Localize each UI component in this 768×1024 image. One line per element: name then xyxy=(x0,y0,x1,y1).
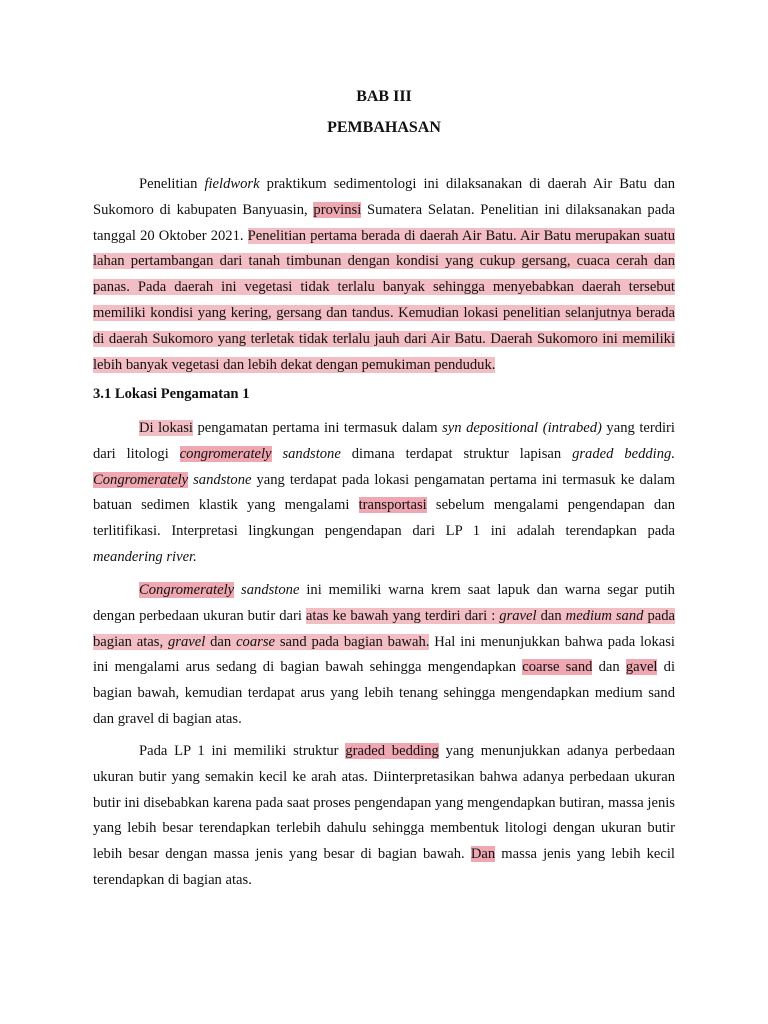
highlight-annotation[interactable]: Di lokasi xyxy=(139,420,193,436)
structure-paragraph xyxy=(93,739,675,894)
highlight-annotation[interactable]: congromerately xyxy=(179,445,272,462)
italic-term: graded bedding. xyxy=(572,445,675,462)
text-span: yang terdapat pada lokasi pengamatan pertama ini termasuk ke dalam batuan sedimen klastik yang mengalami xyxy=(93,471,675,514)
intro-paragraph xyxy=(93,172,675,378)
italic-term: syn depositional (intrabed) xyxy=(442,420,602,436)
highlight-annotation[interactable]: gavel xyxy=(625,659,658,676)
chapter-title: PEMBAHASAN xyxy=(327,119,441,136)
italic-term: sandstone xyxy=(282,445,341,462)
highlight-annotation[interactable]: Penelitian pertama berada di daerah Air Batu. Air Batu merupakan suatu lahan pertambangan dari tanah timbunan dengan kondisi yang cukup gersang, cuaca cerah dan panas. Pada daerah ini vegetasi tidak terlalu banyak sehingga menyebabkan daerah tersebut memiliki kondisi yang kering, gersang dan tandus. Kemudian lokasi penelitian selanjutnya berada di daerah Sukomoro yang terletak tidak terlalu jauh dari Air Batu. Daerah Sukomoro ini memiliki lebih banyak vegetasi dan lebih dekat dengan pemukiman penduduk. xyxy=(93,227,675,373)
highlight-annotation[interactable]: Congromerately xyxy=(139,582,235,598)
text-span: Sumatera Selatan. Penelitian ini dilaksanakan pada tanggal 20 Oktober 2021. xyxy=(93,201,675,244)
text-span: dan xyxy=(536,607,566,624)
highlight-annotation[interactable]: provinsi xyxy=(313,201,362,218)
highlight-annotation[interactable]: transportasi xyxy=(358,497,427,514)
highlight-annotation[interactable]: Congromerately xyxy=(93,471,189,488)
text-span: di bagian bawah, kemudian terdapat arus yang lebih tenang sehingga mengendapkan medium sand dan gravel di bagian atas. xyxy=(93,659,676,727)
chapter-number: BAB III xyxy=(356,88,412,105)
text-span: praktikum sedimentologi ini dilaksanakan di daerah Air Batu dan Sukomoro di kabupaten Banyuasin, xyxy=(93,176,675,218)
text-span xyxy=(234,582,241,598)
text-span xyxy=(272,446,283,462)
italic-term: gravel xyxy=(167,633,206,650)
text-span: ini memiliki warna krem saat lapuk dan warna segar putih dengan perbedaan ukuran butir dari xyxy=(93,582,675,624)
highlight-annotation[interactable]: coarse sand xyxy=(522,659,593,676)
lithology-paragraph xyxy=(93,416,675,571)
italic-term: gravel xyxy=(499,607,537,624)
text-span: sebelum mengalami pengendapan dan terlitifikasi. Interpretasi lingkungan pengendapan dari LP 1 ini adalah terendapkan pada xyxy=(93,497,675,540)
text-span: dan xyxy=(592,659,626,676)
text-span: massa jenis yang lebih kecil terendapkan di bagian atas. xyxy=(93,846,675,888)
text-span: yang terdiri dari litologi xyxy=(93,420,675,462)
grain-size-paragraph xyxy=(93,578,675,733)
text-span: pengamatan pertama ini termasuk dalam xyxy=(192,420,443,436)
italic-term: meandering river. xyxy=(93,548,197,565)
italic-term: fieldwork xyxy=(204,176,260,192)
text-span: pada bagian atas, xyxy=(93,607,675,650)
italic-term: medium sand xyxy=(565,607,644,624)
italic-term: coarse xyxy=(236,633,275,650)
text-span: yang menunjukkan adanya perbedaan ukuran butir yang semakin kecil ke arah atas. Diinterpretasikan bahwa adanya perbedaan ukuran butir ini disebabkan karena pada saat proses pengendapan yang mengendapkan butiran, massa jenis yang lebih besar terendapkan terlebih dahulu sehingga membentuk litologi dengan ukuran butir lebih besar dengan massa jenis yang besar di bagian bawah. xyxy=(93,743,675,863)
italic-term: sandstone xyxy=(193,471,252,488)
text-span: dan xyxy=(205,633,237,650)
text-span: Hal ini menunjukkan bahwa pada lokasi ini mengalami arus sedang di bagian bawah sehingga mengendapkan xyxy=(93,633,675,676)
highlight-annotation[interactable]: Dan xyxy=(470,846,496,863)
text-span: Pada LP 1 ini memiliki struktur xyxy=(139,743,346,759)
text-span: atas ke bawah yang terdiri dari : xyxy=(305,607,500,624)
highlight-annotation[interactable]: graded bedding xyxy=(345,743,439,759)
section-heading: 3.1 Lokasi Pengamatan 1 xyxy=(93,386,250,402)
text-span: sand pada bagian bawah. xyxy=(275,633,430,650)
italic-term: sandstone xyxy=(241,582,300,598)
text-span: dimana terdapat struktur lapisan xyxy=(340,445,573,462)
text-span: Penelitian xyxy=(139,176,205,192)
